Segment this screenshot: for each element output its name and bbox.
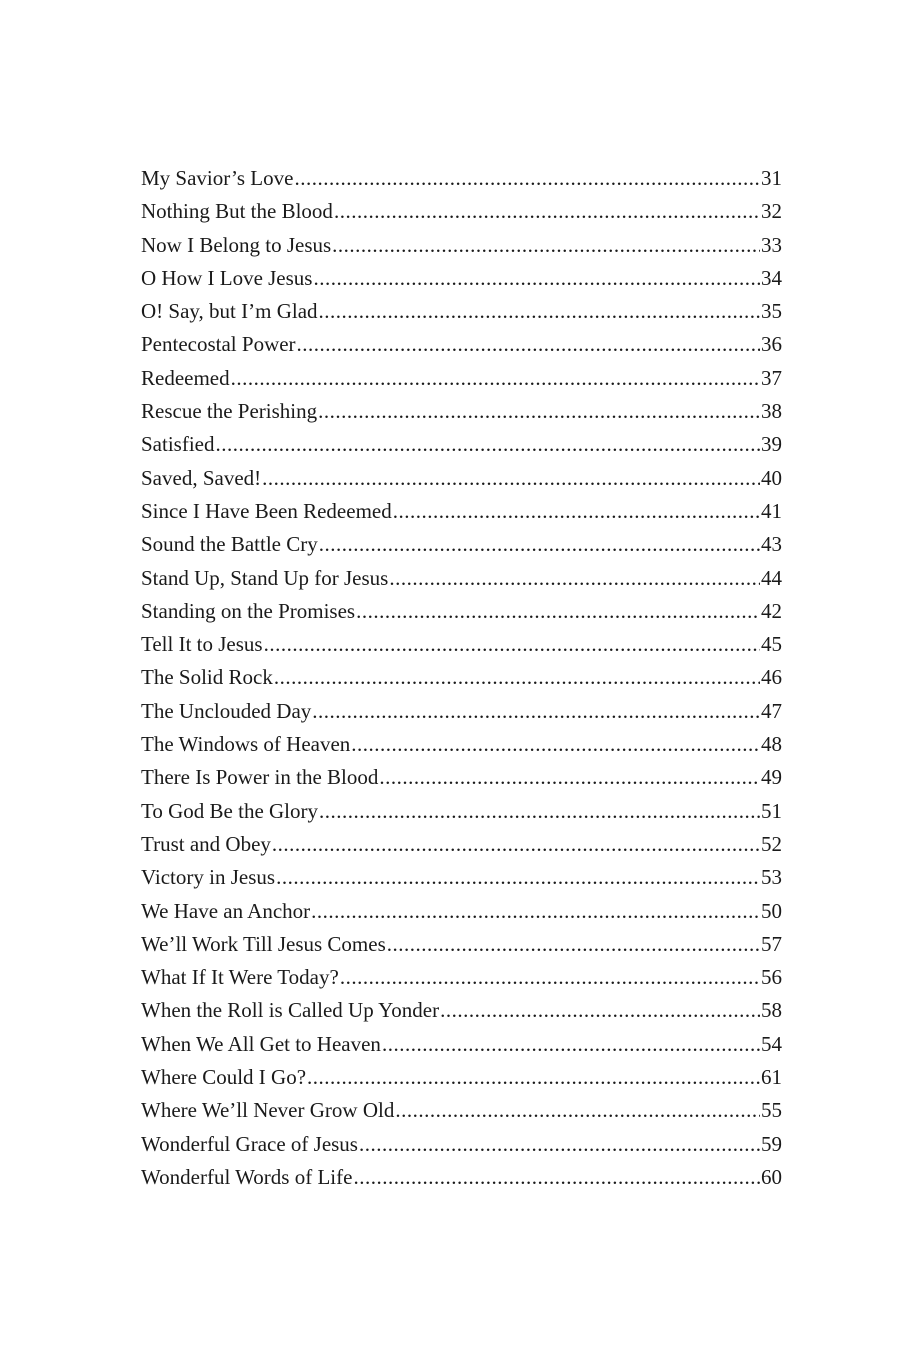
toc-entry xyxy=(141,328,782,361)
toc-entry-page-number: 46 xyxy=(761,665,782,690)
toc-dot-leader xyxy=(319,528,760,561)
toc-entry xyxy=(141,1061,782,1094)
toc-entry-title: Wonderful Grace of Jesus xyxy=(141,1131,358,1156)
toc-entry-page-number: 59 xyxy=(761,1131,782,1156)
toc-entry xyxy=(141,1128,782,1161)
toc-entry-page-number: 31 xyxy=(761,166,782,190)
toc-entry xyxy=(141,961,782,994)
toc-entry-page-number: 44 xyxy=(761,565,782,590)
toc-entry-page-number: 41 xyxy=(761,498,782,523)
table-of-contents xyxy=(141,162,782,1194)
toc-dot-leader xyxy=(440,994,760,1027)
toc-entry-page-number: 38 xyxy=(761,399,782,424)
toc-dot-leader xyxy=(379,761,760,794)
toc-dot-leader xyxy=(382,1028,760,1061)
toc-entry-title: Wonderful Words of Life xyxy=(141,1164,353,1189)
toc-entry-title: There Is Power in the Blood xyxy=(141,765,379,790)
toc-entry xyxy=(141,428,782,461)
toc-entry-title: Now I Belong to Jesus xyxy=(141,232,332,257)
toc-entry-title: My Savior’s Love xyxy=(141,166,294,190)
toc-entry xyxy=(141,1028,782,1061)
toc-dot-leader xyxy=(216,428,761,461)
toc-entry-page-number: 45 xyxy=(761,632,782,657)
toc-entry xyxy=(141,728,782,761)
toc-entry xyxy=(141,661,782,694)
toc-entry-page-number: 51 xyxy=(761,798,782,823)
toc-entry-title: To God Be the Glory xyxy=(141,798,319,823)
toc-entry-page-number: 34 xyxy=(761,265,782,290)
toc-entry-page-number: 60 xyxy=(761,1164,782,1189)
toc-entry xyxy=(141,861,782,894)
toc-entry-title: Where Could I Go? xyxy=(141,1065,307,1090)
toc-entry-page-number: 36 xyxy=(761,332,782,357)
toc-entry-page-number: 39 xyxy=(761,432,782,457)
toc-entry-page-number: 42 xyxy=(761,598,782,623)
toc-entry xyxy=(141,795,782,828)
toc-entry xyxy=(141,695,782,728)
toc-entry-title: O! Say, but I’m Glad xyxy=(141,299,318,324)
toc-entry xyxy=(141,994,782,1027)
toc-entry-title: Standing on the Promises xyxy=(141,598,356,623)
toc-entry xyxy=(141,195,782,228)
toc-entry xyxy=(141,528,782,561)
toc-entry xyxy=(141,1161,782,1194)
toc-dot-leader xyxy=(313,262,760,295)
toc-dot-leader xyxy=(318,395,760,428)
toc-entry-page-number: 48 xyxy=(761,732,782,757)
toc-entry-page-number: 53 xyxy=(761,865,782,890)
toc-entry-title: The Unclouded Day xyxy=(141,698,312,723)
toc-dot-leader xyxy=(297,328,760,361)
toc-entry-title: When the Roll is Called Up Yonder xyxy=(141,998,440,1023)
toc-entry-title: Satisfied xyxy=(141,432,215,457)
toc-dot-leader xyxy=(274,661,760,694)
toc-entry-page-number: 35 xyxy=(761,299,782,324)
toc-entry-title: We Have an Anchor xyxy=(141,898,311,923)
toc-dot-leader xyxy=(276,861,760,894)
toc-entry-page-number: 56 xyxy=(761,965,782,990)
toc-entry-title: Saved, Saved! xyxy=(141,465,262,490)
toc-entry xyxy=(141,462,782,495)
toc-entry-title: The Windows of Heaven xyxy=(141,732,351,757)
toc-entry-page-number: 55 xyxy=(761,1098,782,1123)
toc-entry xyxy=(141,562,782,595)
toc-dot-leader xyxy=(387,928,760,961)
toc-dot-leader xyxy=(334,195,760,228)
toc-entry-page-number: 52 xyxy=(761,831,782,856)
toc-dot-leader xyxy=(272,828,760,861)
toc-dot-leader xyxy=(264,628,760,661)
toc-dot-leader xyxy=(395,1094,760,1127)
toc-entry-page-number: 33 xyxy=(761,232,782,257)
toc-dot-leader xyxy=(340,961,760,994)
toc-entry-page-number: 37 xyxy=(761,365,782,390)
toc-entry-title: Stand Up, Stand Up for Jesus xyxy=(141,565,389,590)
toc-dot-leader xyxy=(353,1161,760,1194)
toc-dot-leader xyxy=(393,495,760,528)
toc-entry-page-number: 43 xyxy=(761,532,782,557)
toc-dot-leader xyxy=(307,1061,760,1094)
toc-entry-title: Nothing But the Blood xyxy=(141,199,333,224)
toc-dot-leader xyxy=(262,462,760,495)
toc-dot-leader xyxy=(311,895,760,928)
toc-entry xyxy=(141,229,782,262)
toc-entry-page-number: 40 xyxy=(761,465,782,490)
toc-entry xyxy=(141,828,782,861)
toc-dot-leader xyxy=(294,162,760,195)
toc-entry-title: Sound the Battle Cry xyxy=(141,532,318,557)
toc-entry-title: Pentecostal Power xyxy=(141,332,296,357)
toc-entry-title: O How I Love Jesus xyxy=(141,265,313,290)
toc-dot-leader xyxy=(231,362,760,395)
toc-entry-page-number: 50 xyxy=(761,898,782,923)
toc-dot-leader xyxy=(312,695,760,728)
toc-entry xyxy=(141,495,782,528)
toc-entry xyxy=(141,895,782,928)
toc-entry-page-number: 47 xyxy=(761,698,782,723)
toc-entry xyxy=(141,1094,782,1127)
toc-entry-page-number: 57 xyxy=(761,931,782,956)
toc-entry-page-number: 49 xyxy=(761,765,782,790)
toc-entry-title: Where We’ll Never Grow Old xyxy=(141,1098,395,1123)
toc-entry-title: The Solid Rock xyxy=(141,665,273,690)
toc-entry xyxy=(141,628,782,661)
toc-entry-title: Since I Have Been Redeemed xyxy=(141,498,392,523)
toc-dot-leader xyxy=(319,795,760,828)
toc-entry-page-number: 58 xyxy=(761,998,782,1023)
toc-entry-title: What If It Were Today? xyxy=(141,965,339,990)
toc-entry xyxy=(141,162,782,195)
toc-entry-title: We’ll Work Till Jesus Comes xyxy=(141,931,386,956)
toc-entry xyxy=(141,761,782,794)
toc-dot-leader xyxy=(319,295,760,328)
toc-entry-title: Rescue the Perishing xyxy=(141,399,318,424)
toc-entry-title: Tell It to Jesus xyxy=(141,632,263,657)
toc-dot-leader xyxy=(359,1128,760,1161)
toc-dot-leader xyxy=(389,562,760,595)
toc-dot-leader xyxy=(332,229,760,262)
toc-entry-title: When We All Get to Heaven xyxy=(141,1031,381,1056)
toc-entry-page-number: 61 xyxy=(761,1065,782,1090)
toc-entry-title: Redeemed xyxy=(141,365,230,390)
toc-entry xyxy=(141,395,782,428)
toc-entry xyxy=(141,362,782,395)
toc-entry xyxy=(141,262,782,295)
toc-dot-leader xyxy=(356,595,760,628)
toc-entry xyxy=(141,928,782,961)
toc-entry xyxy=(141,595,782,628)
toc-entry-title: Trust and Obey xyxy=(141,831,271,856)
toc-entry-page-number: 54 xyxy=(761,1031,782,1056)
toc-entry-title: Victory in Jesus xyxy=(141,865,276,890)
toc-entry xyxy=(141,295,782,328)
toc-dot-leader xyxy=(351,728,760,761)
toc-entry-page-number: 32 xyxy=(761,199,782,224)
